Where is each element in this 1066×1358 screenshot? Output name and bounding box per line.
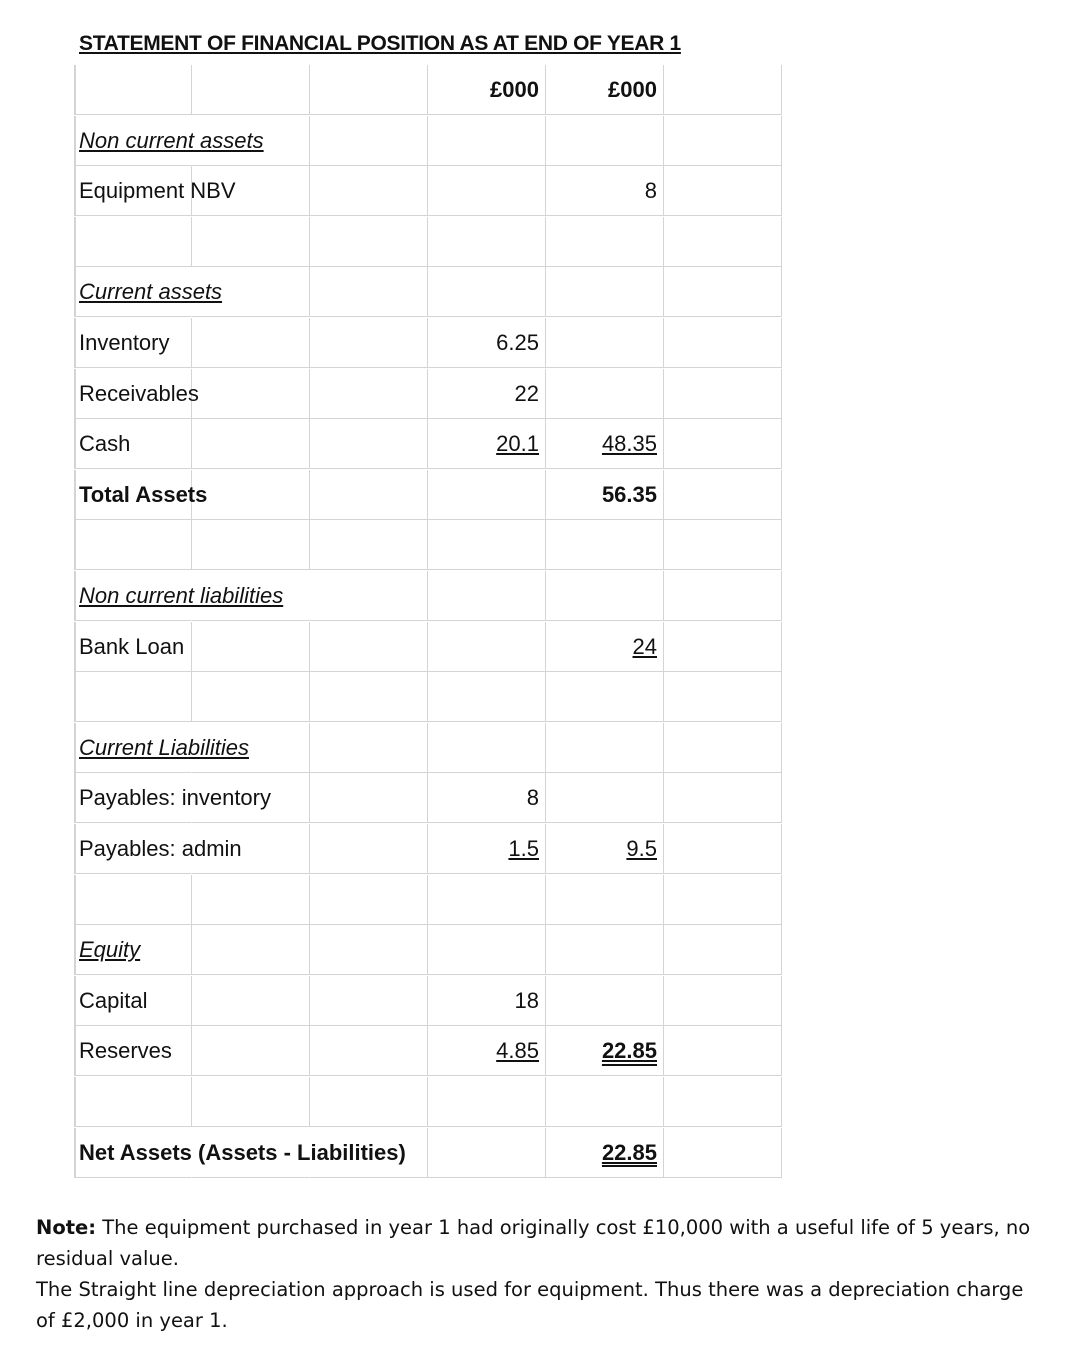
amount-col1: 6.25 [496, 330, 539, 355]
section-heading: Current assets [79, 279, 223, 305]
grid-cell[interactable] [428, 65, 546, 115]
table-row [74, 925, 782, 976]
row-label: Payables: inventory [79, 785, 271, 811]
table-row [74, 369, 782, 420]
amount-col1: 18 [514, 987, 539, 1013]
row-label: Equipment NBV [79, 178, 236, 204]
grid-cell[interactable] [664, 773, 782, 823]
table-row [74, 723, 782, 774]
grid-cell[interactable] [310, 419, 428, 469]
grid-cell[interactable] [664, 470, 782, 520]
grid-cell[interactable] [74, 1077, 192, 1127]
grid-cell[interactable] [310, 875, 428, 925]
grid-cell[interactable] [546, 419, 664, 469]
grid-cell[interactable] [546, 976, 664, 1026]
grid-cell[interactable] [546, 217, 664, 267]
section-heading: Non current assets [79, 127, 264, 153]
row-label: Inventory [79, 330, 170, 355]
grid-cell[interactable] [428, 419, 546, 469]
grid-cell[interactable] [310, 1077, 428, 1127]
grid-cell[interactable] [310, 723, 428, 773]
grid-cell[interactable] [428, 217, 546, 267]
amount-col2: 8 [644, 178, 657, 204]
table-row [74, 217, 782, 268]
grid-cell[interactable] [664, 925, 782, 975]
grid-cell[interactable] [192, 1077, 310, 1127]
note-paragraph-1 [36, 1212, 1046, 1274]
note-label: Note: [36, 1216, 97, 1239]
amount-col2: 24 [632, 633, 657, 659]
grid-cell[interactable] [546, 520, 664, 570]
grid-cell[interactable] [310, 166, 428, 216]
grid-cell[interactable] [192, 217, 310, 267]
amount-col2: 22.85 [601, 1038, 657, 1064]
grid-cell[interactable] [664, 824, 782, 874]
grid-cell[interactable] [546, 773, 664, 823]
row-label: Cash [79, 431, 131, 457]
grid-cell[interactable] [664, 875, 782, 925]
grid-cell[interactable] [664, 571, 782, 621]
grid-cell[interactable] [546, 369, 664, 419]
amount-col2: £000 [608, 77, 657, 102]
row-label: Payables: admin [79, 836, 242, 861]
row-label: Capital [79, 987, 148, 1013]
amount-col2: 48.35 [601, 431, 657, 457]
grid-cell[interactable] [664, 520, 782, 570]
grid-cell[interactable] [192, 875, 310, 925]
grid-cell[interactable] [546, 723, 664, 773]
amount-col1: 8 [526, 785, 539, 811]
grid-cell[interactable] [310, 773, 428, 823]
grid-cell[interactable] [546, 622, 664, 672]
section-heading: Current Liabilities [79, 734, 249, 760]
grid-cell[interactable] [310, 318, 428, 368]
grid-cell[interactable] [428, 116, 546, 166]
grid-cell[interactable] [664, 672, 782, 722]
grid-cell[interactable] [428, 1128, 546, 1178]
amount-col2: 9.5 [626, 836, 657, 861]
grid-cell[interactable] [192, 318, 310, 368]
grid-cell[interactable] [192, 925, 310, 975]
grid-cell[interactable] [664, 622, 782, 672]
table-row [74, 65, 782, 116]
grid-cell[interactable] [74, 520, 192, 570]
amount-col1: 4.85 [496, 1038, 539, 1064]
table-row [74, 773, 782, 824]
grid-cell[interactable] [310, 824, 428, 874]
amount-col1: £000 [490, 77, 539, 102]
note-text-1: The equipment purchased in year 1 had originally cost £10,000 with a useful life of 5 years, no residual value. [36, 1216, 1031, 1270]
grid-cell[interactable] [310, 672, 428, 722]
grid-cell[interactable] [664, 65, 782, 115]
grid-cell[interactable] [192, 470, 310, 520]
row-label: Bank Loan [79, 633, 185, 659]
table-row [74, 419, 782, 470]
grid-cell[interactable] [428, 976, 546, 1026]
grid-cell[interactable] [428, 166, 546, 216]
grid-cell[interactable] [546, 925, 664, 975]
row-label: Net Assets (Assets - Liabilities) [79, 1139, 406, 1165]
table-row [74, 520, 782, 571]
grid-cell[interactable] [310, 571, 428, 621]
grid-cell[interactable] [310, 622, 428, 672]
grid-cell[interactable] [192, 976, 310, 1026]
grid-cell[interactable] [664, 723, 782, 773]
amount-col1: 22 [514, 380, 539, 406]
grid-cell[interactable] [546, 65, 664, 115]
grid-cell[interactable] [192, 1026, 310, 1076]
grid-cell[interactable] [664, 976, 782, 1026]
grid-cell[interactable] [546, 166, 664, 216]
section-heading: Equity [79, 937, 141, 963]
grid-cell[interactable] [546, 470, 664, 520]
grid-cell[interactable] [664, 166, 782, 216]
grid-cell[interactable] [428, 318, 546, 368]
grid-cell[interactable] [192, 419, 310, 469]
grid-cell[interactable] [192, 672, 310, 722]
table-row [74, 116, 782, 167]
grid-cell[interactable] [546, 267, 664, 317]
table-row [74, 824, 782, 875]
grid-cell[interactable] [428, 773, 546, 823]
grid-cell[interactable] [74, 875, 192, 925]
grid-cell[interactable] [310, 470, 428, 520]
grid-cell[interactable] [74, 217, 192, 267]
amount-col2: 22.85 [601, 1139, 657, 1165]
section-heading: Non current liabilities [79, 583, 284, 608]
grid-cell[interactable] [428, 875, 546, 925]
grid-cell[interactable] [664, 369, 782, 419]
grid-cell[interactable] [664, 217, 782, 267]
grid-cell[interactable] [428, 622, 546, 672]
grid-cell[interactable] [546, 672, 664, 722]
grid-cell[interactable] [428, 1026, 546, 1076]
grid-cell[interactable] [310, 520, 428, 570]
grid-cell[interactable] [546, 875, 664, 925]
row-label: Reserves [79, 1038, 172, 1064]
grid-cell[interactable] [428, 571, 546, 621]
table-row [74, 470, 782, 521]
note-paragraph-2: The Straight line depreciation approach is used for equipment. Thus there was a depreciation charge of £2,000 in year 1. [36, 1278, 1024, 1332]
statement-title: STATEMENT OF FINANCIAL POSITION AS AT END OF YEAR 1 [79, 32, 681, 55]
grid-cell[interactable] [192, 622, 310, 672]
grid-cell[interactable] [74, 65, 192, 115]
table-row [74, 318, 782, 369]
grid-cell[interactable] [664, 1077, 782, 1127]
grid-cell[interactable] [310, 217, 428, 267]
grid-cell[interactable] [192, 520, 310, 570]
grid-cell[interactable] [664, 318, 782, 368]
table-row [74, 1077, 782, 1128]
amount-col1: 1.5 [508, 836, 539, 861]
grid-cell[interactable] [428, 672, 546, 722]
grid-cell[interactable] [74, 672, 192, 722]
grid-cell[interactable] [546, 824, 664, 874]
grid-cell[interactable] [310, 116, 428, 166]
grid-cell[interactable] [310, 1026, 428, 1076]
table-row [74, 166, 782, 217]
grid-cell[interactable] [428, 723, 546, 773]
grid-cell[interactable] [428, 925, 546, 975]
amount-col1: 20.1 [496, 431, 539, 457]
note-block [36, 1212, 1046, 1336]
grid-cell[interactable] [546, 1128, 664, 1178]
grid-cell[interactable] [192, 65, 310, 115]
grid-cell[interactable] [310, 267, 428, 317]
table-row [74, 571, 782, 622]
row-label: Total Assets [79, 481, 208, 507]
grid-cell[interactable] [546, 116, 664, 166]
table-row [74, 976, 782, 1027]
grid-cell[interactable] [428, 1077, 546, 1127]
grid-cell[interactable] [546, 1077, 664, 1127]
table-row [74, 672, 782, 723]
grid-cell[interactable] [664, 267, 782, 317]
table-row [74, 1128, 782, 1179]
grid-cell[interactable] [546, 1026, 664, 1076]
grid-cell[interactable] [310, 925, 428, 975]
grid-cell[interactable] [310, 976, 428, 1026]
grid-cell[interactable] [310, 65, 428, 115]
grid-cell[interactable] [664, 1128, 782, 1178]
grid-cell[interactable] [192, 369, 310, 419]
table-row [74, 875, 782, 926]
grid-cell[interactable] [428, 520, 546, 570]
table-row [74, 267, 782, 318]
row-label: Receivables [79, 380, 199, 406]
grid-cell[interactable] [664, 1026, 782, 1076]
table-row [74, 622, 782, 673]
amount-col2: 56.35 [601, 481, 657, 507]
grid-cell[interactable] [310, 369, 428, 419]
grid-cell[interactable] [664, 116, 782, 166]
grid-cell[interactable] [428, 470, 546, 520]
grid-cell[interactable] [428, 267, 546, 317]
grid-cell[interactable] [428, 824, 546, 874]
table-row [74, 1026, 782, 1077]
grid-cell[interactable] [664, 419, 782, 469]
grid-cell[interactable] [546, 318, 664, 368]
grid-cell[interactable] [428, 369, 546, 419]
grid-cell[interactable] [546, 571, 664, 621]
